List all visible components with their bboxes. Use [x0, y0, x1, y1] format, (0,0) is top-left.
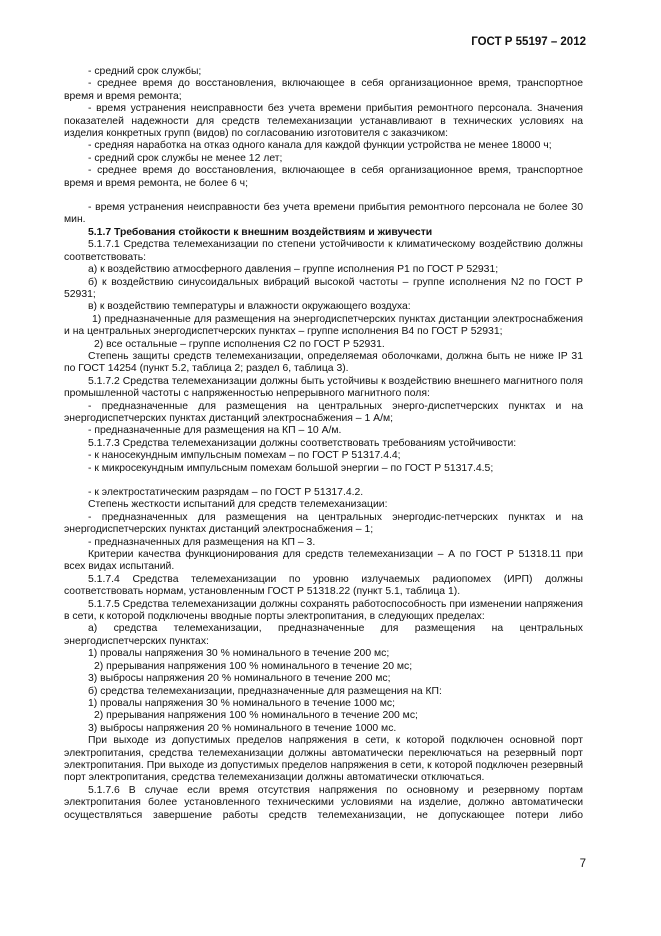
list-item: 1) провалы напряжения 30 % номинального в течение 200 мс;	[88, 648, 390, 660]
list-item: - предназначенные для размещения на КП – 10 А/м.	[88, 425, 342, 437]
list-item: 3) выбросы напряжения 20 % номинального в течение 200 мс;	[88, 673, 391, 685]
paragraph: 5.1.7.4 Средства телемеханизации по уровню излучаемых радиопомех (ИРП) должны соответствовать нормам, установленным ГОСТ Р 51318.22 (пункт 5.1, таблица 1).	[64, 573, 583, 598]
paragraph: 5.1.7.1 Средства телемеханизации по степени устойчивости к климатическому воздействию должны соответствовать:	[64, 239, 583, 263]
text-line: - средняя наработка на отказ одного канала для каждой функции устройства не менее 18000 ч;	[88, 140, 552, 152]
text-line: - время устранения неисправности без учета времени прибытия ремонтного персонала не более 30 мин.	[64, 202, 583, 226]
text-line: - время устранения неисправности без учета времени прибытия ремонтного персонала. Значения показателей надежности для средств телемеханизации устанавливают в технических условиях на изделия конкретных групп (видов) по согласованию изготовителя с заказчиком:	[64, 103, 583, 140]
list-item: - к наносекундным импульсным помехам – по ГОСТ Р 51317.4.4;	[88, 450, 401, 462]
list-item: в) к воздействию температуры и влажности окружающего воздуха:	[88, 301, 411, 313]
document-body	[64, 66, 583, 822]
list-item: 1) провалы напряжения 30 % номинального в течение 1000 мс;	[88, 697, 396, 709]
text-line: - средний срок службы не менее 12 лет;	[88, 152, 283, 164]
list-item: 1) предназначенные для размещения на энергодиспетчерских пунктах дистанции электроснабжения и на центральных энергодиспетчерских пунктах – группе исполнения В4 по ГОСТ Р 52931;	[64, 313, 583, 338]
list-item: а) к воздействию атмосферного давления – группе исполнения Р1 по ГОСТ Р 52931;	[88, 264, 499, 276]
section-heading: 5.1.7 Требования стойкости к внешним воздействиям и живучести	[88, 226, 433, 238]
list-item: - к микросекундным импульсным помехам большой энергии – по ГОСТ Р 51317.4.5;	[88, 462, 494, 474]
list-item: б) к воздействию синусоидальных вибраций высокой частоты – группе исполнения N2 по ГОСТ Р 52931;	[64, 276, 583, 300]
paragraph: 5.1.7.6 В случае если время отсутствия напряжения по основному и резервному портам электропитания более установленного техническими условиями на изделие, должно автоматически осуществляться завершение работы средств телемеханизации, не допускающее потери либо	[64, 784, 583, 821]
list-item: - предназначенные для размещения на центральных энерго-диспетчерских пунктах и на энергодиспетчерских пунктах дистанций электроснабжения – 1 А/м;	[64, 400, 583, 424]
list-item: - предназначенных для размещения на центральных энергодис-петчерских пунктах и на энергодиспетчерских пунктах дистанций электроснабжения – 1;	[64, 511, 583, 536]
spacer	[64, 190, 583, 202]
list-item: - предназначенных для размещения на КП – 3.	[88, 536, 316, 548]
text-line: - среднее время до восстановления, включающее в себя организационное время, транспортное время и время ремонта, не более 6 ч;	[64, 165, 583, 189]
list-item: 2) прерывания напряжения 100 % номинального в течение 20 мс;	[94, 660, 413, 672]
paragraph: Степень защиты средств телемеханизации, определяемая оболочками, должна быть не ниже IP 31 по ГОСТ 14254 (пункт 5.2, таблица 2; раздел 6, таблица 3).	[64, 350, 583, 375]
spacer	[64, 475, 583, 487]
list-item: 3) выбросы напряжения 20 % номинального в течение 1000 мс.	[88, 722, 397, 734]
text-line: - среднее время до восстановления, включающее в себя организационное время, транспортное время и время ремонта;	[64, 78, 583, 102]
list-item: а) средства телемеханизации, предназначенные для размещения на центральных энергодиспетчерских пунктах:	[64, 623, 583, 647]
page-number: 7	[579, 858, 586, 870]
list-item: 2) прерывания напряжения 100 % номинального в течение 200 мс;	[94, 710, 418, 722]
document-code-header: ГОСТ Р 55197 – 2012	[471, 36, 586, 48]
paragraph: Критерии качества функционирования для средств телемеханизации – А по ГОСТ Р 51318.11 при всех видах испытаний.	[64, 549, 583, 573]
list-item: 2) все остальные – группе исполнения С2 по ГОСТ Р 52931.	[94, 338, 385, 350]
paragraph: 5.1.7.2 Средства телемеханизации должны быть устойчивы к воздействию внешнего магнитного поля промышленной частоты с напряженностью непрерывного магнитного поля:	[64, 375, 583, 400]
paragraph: Степень жесткости испытаний для средств телемеханизации:	[88, 499, 388, 511]
paragraph: 5.1.7.3 Средства телемеханизации должны соответствовать требованиям устойчивости:	[88, 437, 517, 449]
list-item: - к электростатическим разрядам – по ГОСТ Р 51317.4.2.	[88, 487, 364, 498]
paragraph: 5.1.7.5 Средства телемеханизации должны сохранять работоспособность при изменении напряжения в сети, к которой подключены вводные порты электропитания, в следующих пределах:	[64, 598, 584, 623]
list-item: б) средства телемеханизации, предназначенные для размещения на КП:	[88, 685, 442, 697]
paragraph: При выходе из допустимых пределов напряжения в сети, к которой подключен основной порт электропитания, средства телемеханизации должны автоматически переключаться на резервный порт электропитания. При выходе из допустимых пределов напряжения в сети, к которой подключен резервный порт электропитания, средства телемеханизации должны автоматически отключаться.	[64, 735, 583, 784]
text-line: - средний срок службы;	[88, 66, 202, 77]
